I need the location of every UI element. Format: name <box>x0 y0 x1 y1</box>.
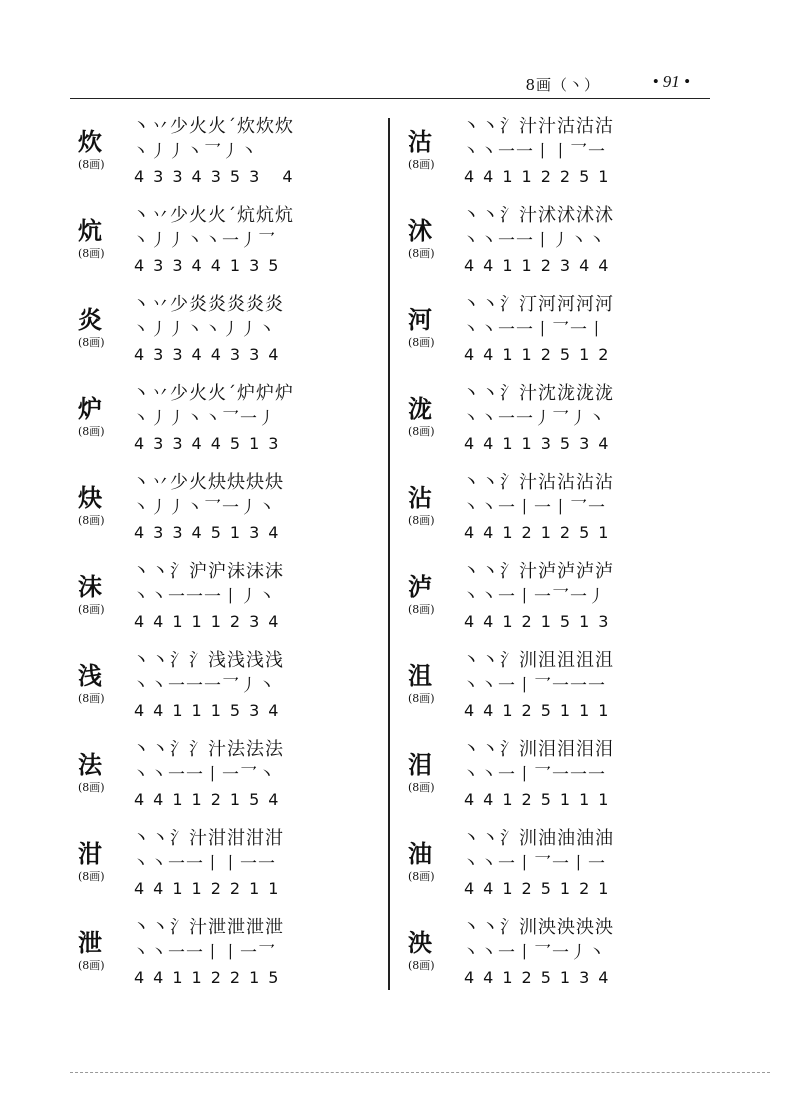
stroke-codes: 44125111 <box>464 790 618 809</box>
stroke-shapes: 丶丿丿丶丶一丿乛 <box>132 231 276 251</box>
stroke-shapes: 丶丶一一丨一乛丶 <box>132 765 276 785</box>
stroke-count-tag: (8画) <box>78 158 105 171</box>
stroke-codes: 43345134 <box>134 523 288 542</box>
headword-character: 泔 <box>78 839 102 868</box>
stroke-count-tag: (8画) <box>78 336 105 349</box>
headword-character: 河 <box>408 305 432 334</box>
headword-character: 炕 <box>78 216 102 245</box>
stroke-shapes: 丶丶一丨乛一一一 <box>462 765 606 785</box>
stroke-sequence: 丶丶氵氵汁法法法 <box>132 739 284 760</box>
stroke-codes: 44111534 <box>134 701 288 720</box>
character-entry <box>70 911 400 1000</box>
character-entry <box>400 555 730 644</box>
headword-character: 沾 <box>408 483 432 512</box>
character-entry <box>70 377 400 466</box>
stroke-sequence: 丶丶氵汌油油油油 <box>462 828 614 849</box>
character-entry <box>400 733 730 822</box>
stroke-count-tag: (8画) <box>408 603 435 616</box>
character-entry <box>400 911 730 1000</box>
stroke-count-tag: (8画) <box>408 336 435 349</box>
stroke-codes: 44111234 <box>134 612 288 631</box>
stroke-sequence: 丶丷少火炔炔炔炔 <box>132 472 284 493</box>
stroke-sequence: 丶丶氵汀河河河河 <box>462 294 614 315</box>
character-entry <box>400 288 730 377</box>
stroke-sequence: 丶丶氵汁泸泸泸泸 <box>462 561 614 582</box>
stroke-codes: 44112215 <box>134 968 288 987</box>
stroke-shapes: 丶丿丿丶丶丿丿丶 <box>132 320 276 340</box>
headword-character: 沫 <box>78 572 102 601</box>
stroke-codes: 43344513 <box>134 434 288 453</box>
stroke-count-tag: (8画) <box>78 425 105 438</box>
stroke-shapes: 丶丶一丨乛一丿丶 <box>462 943 606 963</box>
stroke-count-tag: (8画) <box>408 959 435 972</box>
character-entry <box>70 733 400 822</box>
stroke-count-tag: (8画) <box>408 247 435 260</box>
stroke-shapes: 丶丿丿丶丶乛一丿 <box>132 409 276 429</box>
stroke-count-tag: (8画) <box>78 692 105 705</box>
stroke-count-tag: (8画) <box>408 158 435 171</box>
character-entry <box>400 466 730 555</box>
stroke-codes: 43344135 <box>134 256 288 275</box>
stroke-count-tag: (8画) <box>408 692 435 705</box>
headword-character: 泱 <box>408 928 432 957</box>
headword-character: 炉 <box>78 394 102 423</box>
character-entry <box>70 822 400 911</box>
character-entry <box>70 555 400 644</box>
stroke-shapes: 丶丶一一丿乛丿丶 <box>462 409 606 429</box>
stroke-sequence: 丶丶氵汁沾沾沾沾 <box>462 472 614 493</box>
stroke-sequence: 丶丶氵汁沈泷泷泷 <box>462 383 614 404</box>
stroke-count-tag: (8画) <box>78 603 105 616</box>
stroke-sequence: 丶丶氵汁泄泄泄泄 <box>132 917 284 938</box>
stroke-codes: 44125134 <box>464 968 618 987</box>
stroke-count-tag: (8画) <box>78 781 105 794</box>
stroke-codes: 44112344 <box>464 256 618 275</box>
stroke-shapes: 丶丿丿丶乛丿丶 <box>132 142 258 162</box>
stroke-codes: 4334353 4 <box>134 167 302 186</box>
footer-rule <box>70 1072 770 1073</box>
headword-character: 炎 <box>78 305 102 334</box>
stroke-shapes: 丶丶一一丨丨乛一 <box>462 142 606 162</box>
stroke-codes: 44112512 <box>464 345 618 364</box>
stroke-codes: 44113534 <box>464 434 618 453</box>
character-entry <box>70 199 400 288</box>
stroke-shapes: 丶丶一丨一丨乛一 <box>462 498 606 518</box>
headword-character: 炊 <box>78 127 102 156</box>
headword-character: 泷 <box>408 394 432 423</box>
headword-character: 泸 <box>408 572 432 601</box>
stroke-sequence: 丶丶氵汌泪泪泪泪 <box>462 739 614 760</box>
stroke-codes: 44112251 <box>464 167 618 186</box>
stroke-sequence: 丶丶氵汌沮沮沮沮 <box>462 650 614 671</box>
stroke-shapes: 丶丶一一一乛丿丶 <box>132 676 276 696</box>
headword-character: 沮 <box>408 661 432 690</box>
character-entry <box>70 466 400 555</box>
headword-character: 沽 <box>408 127 432 156</box>
stroke-codes: 44112154 <box>134 790 288 809</box>
character-entry <box>70 110 400 199</box>
stroke-shapes: 丶丶一一丨乛一丨 <box>462 320 606 340</box>
stroke-shapes: 丶丶一一一丨丿丶 <box>132 587 276 607</box>
stroke-shapes: 丶丶一一丨丿丶丶 <box>462 231 606 251</box>
stroke-count-tag: (8画) <box>408 870 435 883</box>
character-entry <box>400 199 730 288</box>
stroke-shapes: 丶丶一一丨丨一一 <box>132 854 276 874</box>
stroke-shapes: 丶丶一一丨丨一乛 <box>132 943 276 963</box>
stroke-codes: 44125111 <box>464 701 618 720</box>
headword-character: 泄 <box>78 928 102 957</box>
stroke-shapes: 丶丶一丨一乛一丿 <box>462 587 606 607</box>
left-column <box>70 110 400 1000</box>
character-entry <box>400 377 730 466</box>
headword-character: 油 <box>408 839 432 868</box>
stroke-count-tag: (8画) <box>408 425 435 438</box>
stroke-codes: 44125121 <box>464 879 618 898</box>
headword-character: 泪 <box>408 750 432 779</box>
stroke-shapes: 丶丶一丨乛一一一 <box>462 676 606 696</box>
page-header <box>70 70 710 99</box>
stroke-sequence: 丶丶氵汁沭沭沭沭 <box>462 205 614 226</box>
stroke-count-tag: (8画) <box>408 781 435 794</box>
character-entry <box>400 644 730 733</box>
character-entry <box>70 288 400 377</box>
stroke-sequence: 丶丶氵汁汁沽沽沽 <box>462 116 614 137</box>
stroke-codes: 43344334 <box>134 345 288 364</box>
page-number: • 91 • <box>652 72 690 91</box>
stroke-count-tag: (8画) <box>78 870 105 883</box>
section-heading: 8画（丶） <box>525 76 600 94</box>
character-entry <box>400 822 730 911</box>
stroke-sequence: 丶丷少火火ˊ炊炊炊 <box>132 116 294 137</box>
stroke-shapes: 丶丶一丨乛一丨一 <box>462 854 606 874</box>
headword-character: 浅 <box>78 661 102 690</box>
stroke-sequence: 丶丶氵汌泱泱泱泱 <box>462 917 614 938</box>
character-entry <box>70 644 400 733</box>
stroke-count-tag: (8画) <box>78 247 105 260</box>
headword-character: 法 <box>78 750 102 779</box>
stroke-codes: 44112211 <box>134 879 288 898</box>
headword-character: 炔 <box>78 483 102 512</box>
stroke-sequence: 丶丶氵沪沪沫沫沫 <box>132 561 284 582</box>
stroke-count-tag: (8画) <box>78 514 105 527</box>
stroke-codes: 44121251 <box>464 523 618 542</box>
stroke-sequence: 丶丷少火火ˊ炉炉炉 <box>132 383 294 404</box>
stroke-count-tag: (8画) <box>78 959 105 972</box>
stroke-sequence: 丶丷少火火ˊ炕炕炕 <box>132 205 294 226</box>
stroke-sequence: 丶丶氵汁泔泔泔泔 <box>132 828 284 849</box>
character-entry <box>400 110 730 199</box>
stroke-sequence: 丶丷少炎炎炎炎炎 <box>132 294 284 315</box>
stroke-sequence: 丶丶氵氵浅浅浅浅 <box>132 650 284 671</box>
stroke-count-tag: (8画) <box>408 514 435 527</box>
headword-character: 沭 <box>408 216 432 245</box>
stroke-shapes: 丶丿丿丶乛一丿丶 <box>132 498 276 518</box>
right-column <box>400 110 730 1000</box>
stroke-codes: 44121513 <box>464 612 618 631</box>
